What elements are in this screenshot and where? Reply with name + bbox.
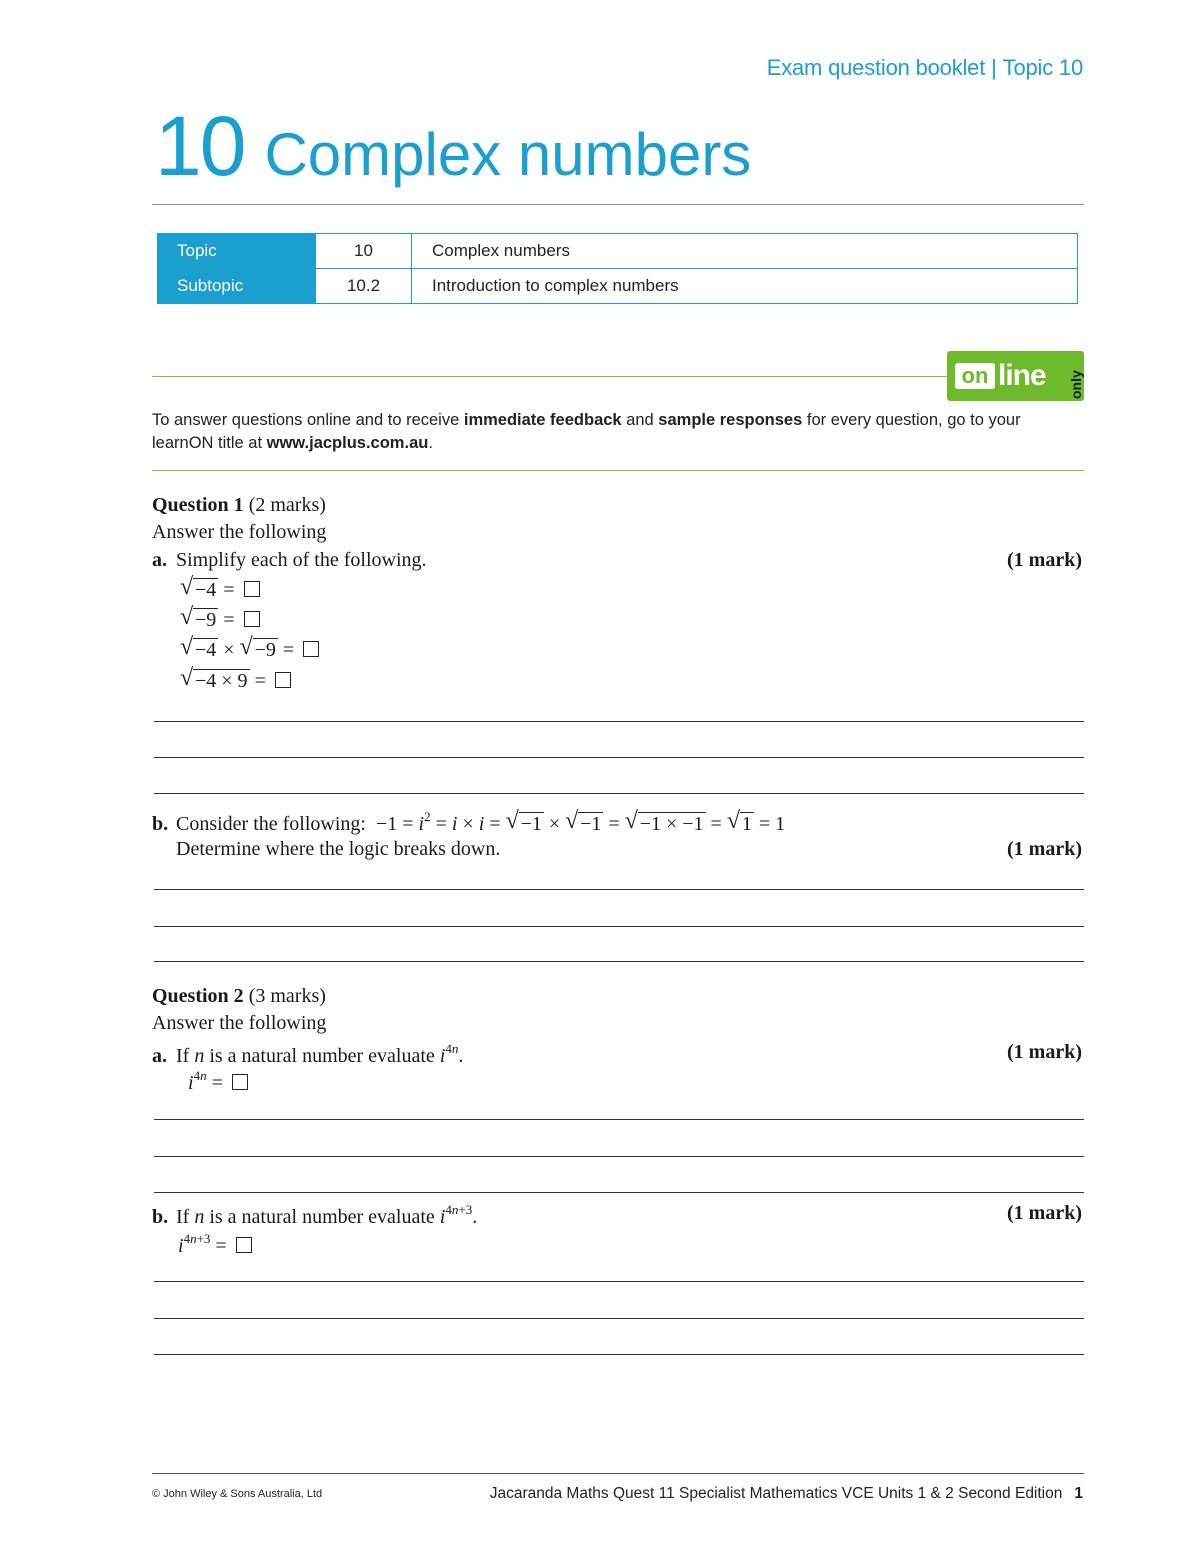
question-2a: a. If n is a natural number evaluate $i^{4n}$. [152, 1041, 464, 1067]
question-1a [152, 549, 1082, 572]
online-divider-bottom [152, 470, 1084, 471]
math-line-sqrt-neg4: √ −4 = [180, 579, 260, 602]
sqrt-symbol: √ −4 [180, 574, 217, 601]
part-letter: b. [152, 813, 169, 835]
answer-line[interactable] [154, 1318, 1084, 1319]
question-1-heading [152, 494, 326, 517]
page-number: 1 [1074, 1485, 1083, 1502]
question-1a-mark: (1 mark) [1007, 549, 1082, 571]
topic-table [157, 233, 1078, 304]
question-1-title: Question 1 [152, 494, 244, 516]
answer-line[interactable] [154, 757, 1084, 758]
header-topic-label: Topic 10 [1002, 55, 1083, 80]
answer-line[interactable] [154, 1281, 1084, 1282]
intro-emphasis-feedback: immediate feedback [463, 411, 622, 429]
math-line-product-of-roots: √ −4 × √ −9 = [180, 639, 319, 662]
sqrt-symbol: √ −4 × 9 [180, 665, 248, 692]
online-only-badge [947, 351, 1084, 401]
question-1b-prompt: Determine where the logic breaks down. [176, 838, 501, 860]
title-divider [152, 204, 1084, 205]
sqrt-symbol: √ −9 [239, 634, 276, 661]
question-2b-mark: (1 mark) [1007, 1202, 1082, 1224]
part-letter: b. [152, 1206, 169, 1228]
question-2b: b. If n is a natural number evaluate $i^{4n+3}$. [152, 1202, 478, 1228]
chapter-number: 10 [155, 99, 245, 193]
intro-text: and [621, 411, 659, 429]
topic-label: Topic [158, 234, 316, 269]
answer-line[interactable] [154, 721, 1084, 722]
part-letter: a. [152, 1045, 167, 1067]
question-2a-mark: (1 mark) [1007, 1041, 1082, 1063]
math-line-i-power-4n: $i^{4n}$ = [188, 1068, 248, 1095]
answer-box[interactable] [275, 672, 291, 688]
question-1-instruction: Answer the following [152, 521, 327, 543]
part-letter: a. [152, 549, 167, 571]
question-2-heading [152, 985, 326, 1008]
question-1-marks: (2 marks) [248, 494, 326, 516]
question-1b-mark: (1 mark) [1007, 838, 1082, 860]
jacplus-link[interactable]: www.jacplus.com.au [266, 434, 429, 452]
intro-text: for every question, go to your learnON title at [152, 411, 1021, 452]
math-line-i-power-4n-plus-3: $i^{4n+3}$ = [178, 1231, 252, 1258]
answer-line[interactable] [154, 889, 1084, 890]
question-2-marks: (3 marks) [248, 985, 326, 1007]
answer-line[interactable] [154, 926, 1084, 927]
intro-emphasis-responses: sample responses [658, 411, 803, 429]
math-line-sqrt-neg9: √ −9 = [180, 609, 260, 632]
topic-description: Complex numbers [412, 234, 1078, 269]
subtopic-label: Subtopic [158, 269, 316, 304]
question-1a-text: Simplify each of the following. [176, 549, 427, 571]
badge-only-text: only [1068, 370, 1084, 399]
page-title [155, 98, 751, 195]
intro-text: To answer questions online and to receive [152, 411, 464, 429]
footer-divider [152, 1473, 1084, 1474]
question-1b-equation: $-1 = i^2 = i \times i$ = √ −1 × √ −1 = √ −1 × −1 = √ 1 = 1 [370, 808, 786, 835]
footer-book-title: Jacaranda Maths Quest 11 Specialist Mathematics VCE Units 1 & 2 Second Edition [489, 1485, 1063, 1502]
sqrt-symbol: √ −9 [180, 604, 217, 631]
answer-line[interactable] [154, 1119, 1084, 1120]
intro-text: . [428, 434, 433, 452]
answer-box[interactable] [244, 581, 260, 597]
answer-line[interactable] [154, 1156, 1084, 1157]
online-instructions [152, 409, 1082, 455]
answer-box[interactable] [303, 641, 319, 657]
booklet-header [600, 55, 1083, 81]
answer-line[interactable] [154, 793, 1084, 794]
question-2-instruction: Answer the following [152, 1012, 327, 1034]
answer-line[interactable] [154, 1192, 1084, 1193]
online-divider-top [152, 376, 952, 377]
topic-code: 10 [316, 234, 412, 269]
topic-row [158, 234, 1078, 269]
question-1b-text: Consider the following: [176, 813, 366, 835]
answer-box[interactable] [232, 1074, 248, 1090]
answer-box[interactable] [244, 611, 260, 627]
answer-line[interactable] [154, 1354, 1084, 1355]
answer-line[interactable] [154, 961, 1084, 962]
question-2-title: Question 2 [152, 985, 244, 1007]
math-line-root-of-product: √ −4 × 9 = [180, 670, 291, 693]
badge-on-text: on [955, 363, 995, 389]
chapter-title: Complex numbers [264, 121, 752, 188]
footer-copyright: © John Wiley & Sons Australia, Ltd [152, 1488, 323, 1500]
sqrt-symbol: √ −4 [180, 634, 217, 661]
subtopic-code: 10.2 [316, 269, 412, 304]
subtopic-row [158, 269, 1078, 304]
footer-book-info [470, 1485, 1083, 1503]
subtopic-description: Introduction to complex numbers [412, 269, 1078, 304]
badge-line-text: line [998, 359, 1046, 392]
question-1b [152, 809, 1082, 836]
answer-box[interactable] [236, 1237, 252, 1253]
booklet-label: Exam question booklet [766, 55, 986, 80]
header-separator: | [991, 55, 997, 80]
